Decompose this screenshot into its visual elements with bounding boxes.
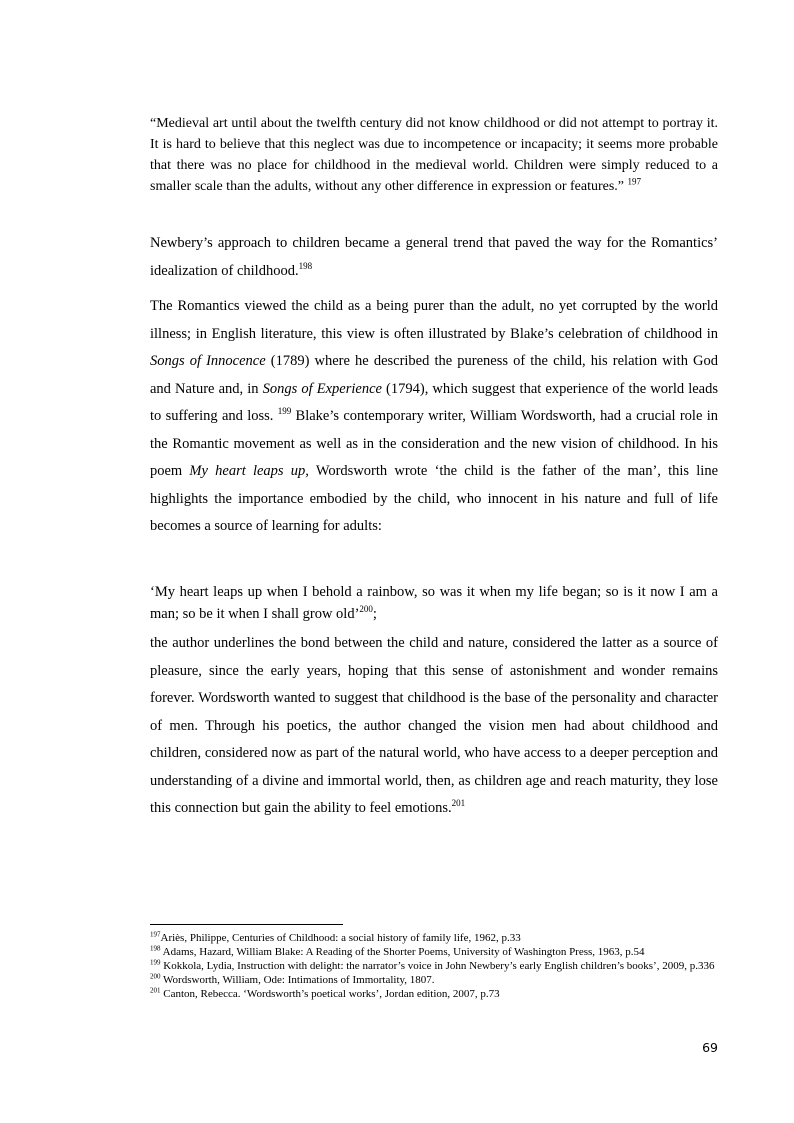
paragraph-newbery — [150, 229, 718, 285]
title-songs-of-innocence: Songs of Innocence — [150, 353, 266, 369]
footnote-ref-201: 201 — [451, 798, 466, 809]
paragraph-text: the author underlines the bond between the child and nature, considered the latter as a source of pleasure, since the early years, hoping that this sense of astonishment and wonder remains forever. Wordsworth wanted to suggest that childhood is the base of the personality and character of men. Through his poetics, the author changed the vision men had about childhood and children, considered now as part of the natural world, who have access to a deeper perception and understanding of a divine and immortal world, then, as children age and reach maturity, they lose this connection but gain the ability to feel emotions. — [150, 635, 718, 816]
footnote-198 — [150, 945, 718, 959]
footnote-number: 198 — [150, 944, 161, 953]
footnote-text: Wordsworth, William, Ode: Intimations of Immortality, 1807. — [160, 974, 435, 986]
poem-text: ‘My heart leaps up when I behold a rainbow, so was it when my life began; so is it now I am a man; so be it when I shall grow old’ — [150, 584, 718, 622]
footnote-ref-199: 199 — [277, 406, 292, 417]
poem-quote — [150, 581, 718, 625]
title-my-heart-leaps-up: My heart leaps up, — [189, 463, 309, 479]
paragraph-text-part1: The Romantics viewed the child as a being purer than the adult, no yet corrupted by the world illness; in English literature, this view is often illustrated by Blake’s celebration of childhood in — [150, 298, 718, 342]
paragraph-romantics — [150, 293, 718, 541]
footnotes — [150, 931, 718, 1001]
footnote-number: 199 — [150, 958, 161, 967]
footnote-text: Canton, Rebecca. ‘Wordsworth’s poetical works’, Jordan edition, 2007, p.73 — [160, 988, 500, 1000]
paragraph-author — [150, 630, 718, 823]
title-songs-of-experience: Songs of Experience — [262, 380, 382, 397]
footnote-number: 200 — [150, 972, 161, 981]
paragraph-text-part3: (1794), which suggest that experience of the world leads to suffering and loss. — [150, 380, 718, 424]
footnote-199 — [150, 959, 718, 973]
footnote-ref-198: 198 — [298, 261, 313, 272]
footnote-201 — [150, 987, 718, 1001]
footnote-ref-197: 197 — [627, 176, 642, 187]
footnote-number: 201 — [150, 986, 161, 995]
footnote-ref-200: 200 — [359, 604, 373, 615]
quote-text: “Medieval art until about the twelfth century did not know childhood or did not attempt to portray it. It is hard to believe that this neglect was due to incompetence or incapacity; it seems more probable that there was no place for childhood in the medieval world. Children were simply reduced to a smaller scale than the adults, without any other difference in expression or features.” — [150, 116, 718, 194]
paragraph-text-part5: Wordsworth wrote ‘the child is the father of the man’, this line highlights the importance embodied by the child, who innocent in his nature and full of life becomes a source of learning for adults: — [150, 463, 719, 534]
poem-after: ; — [372, 606, 377, 622]
footnote-197 — [150, 931, 718, 945]
footnote-number: 197 — [150, 930, 161, 939]
paragraph-text-part2: (1789) where he described the pureness of the child, his relation with God and Nature and, in — [150, 353, 719, 397]
page-number: 69 — [702, 1040, 718, 1055]
footnote-200 — [150, 973, 718, 987]
paragraph-text: Newbery’s approach to children became a general trend that paved the way for the Romantics’ idealization of childhood. — [150, 235, 718, 279]
footnote-text: Adams, Hazard, William Blake: A Reading of the Shorter Poems, University of Washington Press, 1963, p.54 — [160, 946, 645, 958]
footnote-separator — [150, 924, 343, 925]
paragraph-text-part4: Blake’s contemporary writer, William Wordsworth, had a crucial role in the Romantic movement as well as in the consideration and the new vision of childhood. In his poem — [150, 408, 718, 479]
footnote-text: Kokkola, Lydia, Instruction with delight: the narrator’s voice in John Newbery’s early English children’s books’, 2009, p.336 — [160, 960, 715, 972]
block-quote — [150, 113, 718, 197]
footnote-text: Ariès, Philippe, Centuries of Childhood: a social history of family life, 1962, p.33 — [160, 932, 521, 944]
